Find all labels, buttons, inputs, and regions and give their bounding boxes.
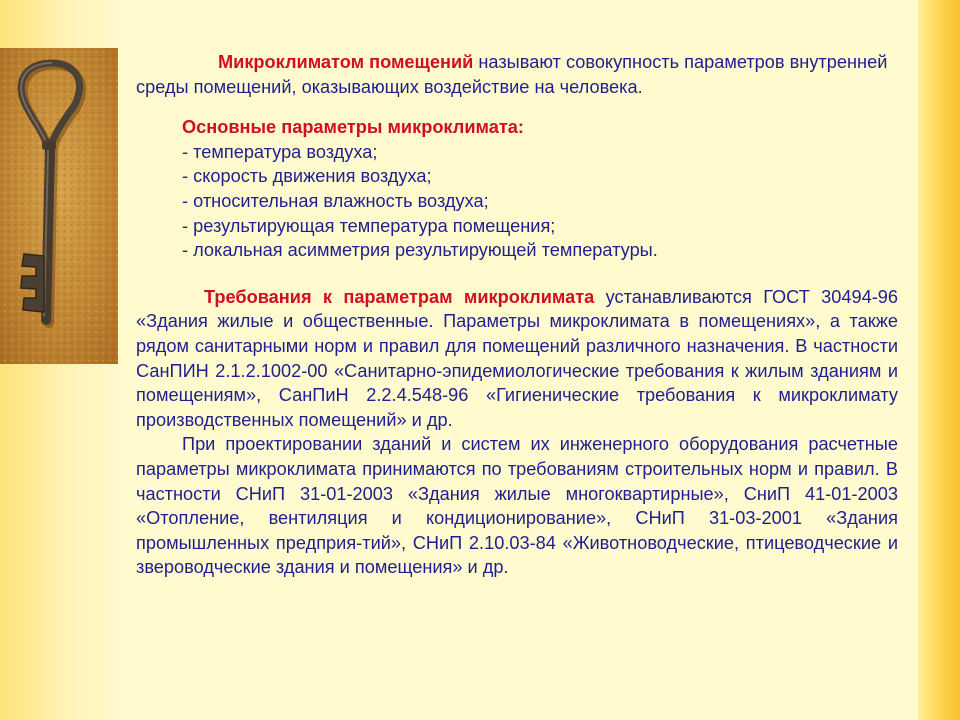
definition-text: называют совокупность параметров внутренней среды помещений, оказывающих воздействие на человека. xyxy=(136,52,888,97)
definition-paragraph xyxy=(136,50,898,99)
param-item-5: - локальная асимметрия результирующей температуры. xyxy=(182,240,658,261)
param-item-4: - результирующая температура помещения; xyxy=(182,215,556,236)
slide-body xyxy=(136,50,898,580)
params-block xyxy=(182,115,898,263)
param-item-3: - относительная влажность воздуха; xyxy=(182,190,489,211)
requirements-text: устанавливаются ГОСТ 30494-96 «Здания жилые и общественные. Параметры микроклимата в помещениях», а также рядом санитарными норм и правил для помещений различного назначения. В частности СанПИН 2.1.2.1002-00 «Санитарно-эпидемиологические требования к жилым зданиям и помещениям», СанПиН 2.2.4.548-96 «Гигиенические требования к микроклимату производственных помещений» и др. xyxy=(136,286,898,430)
spacer xyxy=(136,99,898,115)
requirements-term: Требования к параметрам микроклимата xyxy=(204,286,595,307)
param-item-2: - скорость движения воздуха; xyxy=(182,166,432,187)
param-item-1: - температура воздуха; xyxy=(182,141,378,162)
requirements-paragraph xyxy=(136,285,898,433)
params-heading: Основные параметры микроклимата: xyxy=(182,117,524,138)
design-paragraph: При проектировании зданий и систем их инженерного оборудования расчетные параметры микроклимата принимаются по требованиям строительных норм и правил. В частности СНиП 31-01-2003 «Здания жилые многоквартирные», СниП 41-01-2003 «Отопление, вентиляция и кондиционирование», СНиП 31-03-2001 «Здания промышленных предприя-тий», СНиП 2.10.03-84 «Животноводческие, птицеводческие и звероводческие здания и помещения» и др. xyxy=(136,434,898,578)
definition-term: Микроклиматом помещений xyxy=(218,52,474,72)
spacer xyxy=(136,263,898,285)
key-photo xyxy=(0,48,118,364)
right-decor-strip xyxy=(918,0,960,720)
